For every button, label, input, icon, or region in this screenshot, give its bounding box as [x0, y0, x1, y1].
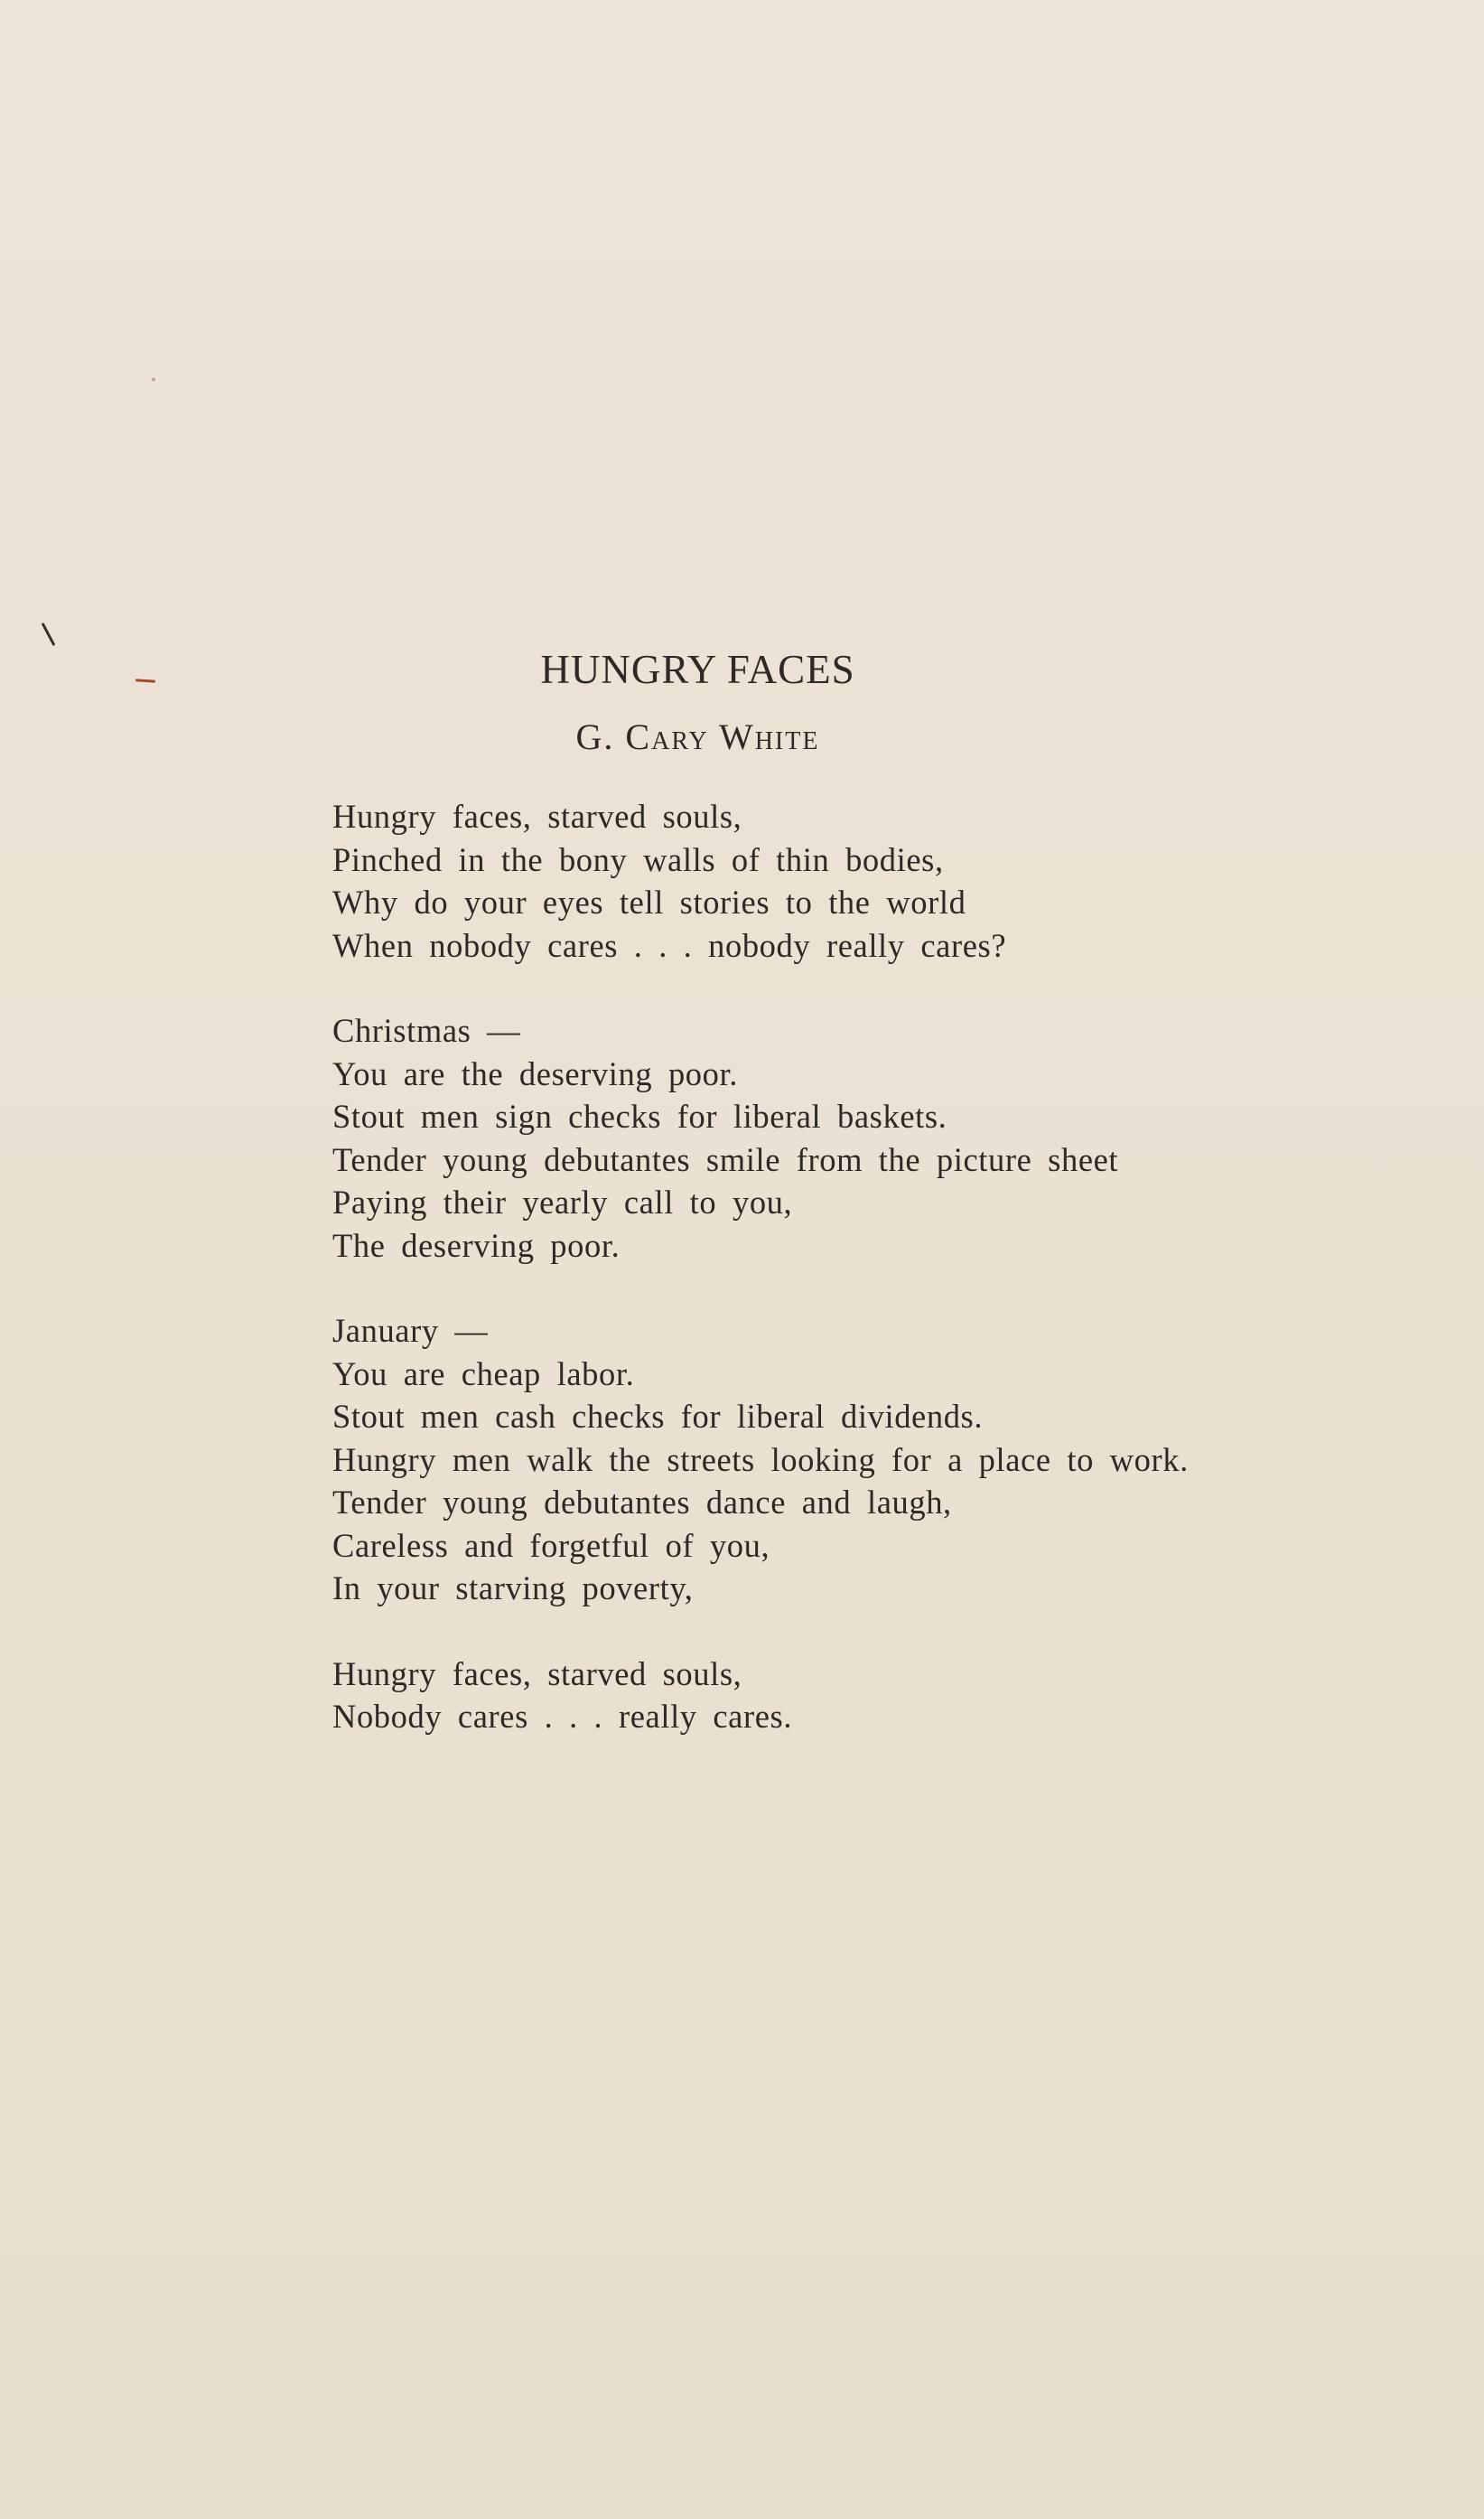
poem-line: Tender young debutantes smile from the picture sheet [332, 1140, 1119, 1178]
poem-line: Stout men cash checks for liberal dividends. [332, 1398, 984, 1435]
stanza [332, 1653, 1470, 1738]
poem-line: Christmas — [332, 1012, 521, 1049]
poem-line: Hungry faces, starved souls, [332, 1654, 742, 1692]
stanza [332, 1009, 1470, 1267]
stanza [332, 1309, 1470, 1610]
poem-line: When nobody cares . . . nobody really cares? [332, 926, 1007, 964]
poem-author: G. Cary White [575, 716, 820, 757]
poem-line: Why do your eyes tell stories to the world [332, 884, 966, 921]
poem-line: Nobody cares . . . really cares. [332, 1698, 793, 1735]
stanza [332, 795, 1470, 967]
poem-line: The deserving poor. [332, 1226, 621, 1264]
ink-mark [42, 623, 56, 646]
poem-line: Careless and forgetful of you, [332, 1526, 770, 1564]
poem-line: Tender young debutantes dance and laugh, [332, 1484, 952, 1521]
poem-line: Hungry faces, starved souls, [332, 798, 742, 835]
poem-line: In your starving poverty, [332, 1569, 694, 1606]
poem-title: HUNGRY FACES [540, 647, 855, 692]
poem-body [332, 795, 1470, 1781]
paper-speck [152, 378, 155, 381]
poem-line: January — [332, 1312, 489, 1349]
poem-line: Hungry men walk the streets looking for a place to work. [332, 1440, 1189, 1478]
poem-line: Stout men sign checks for liberal baskets. [332, 1098, 947, 1135]
poem-line: Paying their yearly call to you, [332, 1184, 793, 1221]
poem-line: You are the deserving poor. [332, 1054, 738, 1092]
poem-line: Pinched in the bony walls of thin bodies, [332, 840, 944, 878]
poem-line: You are cheap labor. [332, 1354, 635, 1392]
